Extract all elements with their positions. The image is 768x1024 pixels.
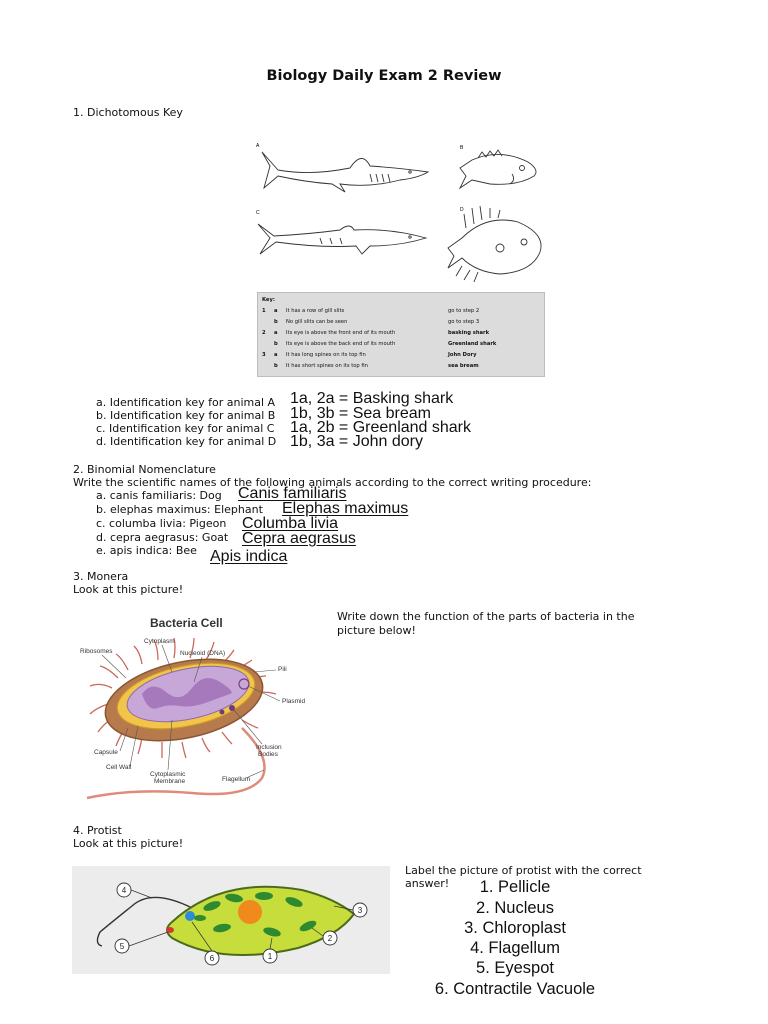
section-2-instruction: Write the scientific names of the following animals according to the correct writing procedure: [73, 476, 592, 489]
contractile-vacuole-shape [185, 911, 195, 921]
nomenclature-answer-c: Columba livia [242, 515, 339, 532]
section-3-instruction-line1: Write down the function of the parts of bacteria in the [337, 610, 635, 623]
bacteria-title: Bacteria Cell [150, 616, 223, 630]
nomenclature-answer-a: Canis familiaris [238, 485, 347, 502]
nomenclature-answer-b: Elephas maximus [282, 500, 409, 517]
nucleus-shape [238, 900, 262, 924]
key-row-num: 1 [262, 308, 266, 314]
key-row-text: No gill slits can be seen [286, 319, 348, 325]
marker-4: 4 [121, 886, 127, 895]
key-row-result: Greenland shark [448, 341, 497, 347]
label-nucleoid: Nucleoid (DNA) [180, 650, 226, 657]
key-question-a: a. Identification key for animal A [96, 396, 276, 409]
key-row-result: sea bream [448, 363, 479, 369]
bacteria-diagram [72, 608, 322, 804]
key-row-num: 3 [262, 352, 266, 358]
marker-6: 6 [209, 954, 215, 963]
inclusion-body-shape [220, 710, 225, 715]
key-row-result: go to step 2 [448, 308, 480, 314]
key-row-result: go to step 3 [448, 319, 480, 325]
protist-diagram [72, 866, 390, 974]
fish-letter-a: A [256, 143, 260, 149]
key-row-sub: b [274, 363, 278, 369]
section-3-instruction-line2: picture below! [337, 624, 416, 637]
marker-5: 5 [119, 942, 125, 951]
fish-letter-d: D [460, 207, 464, 213]
bacteria-cell-svg [72, 608, 322, 804]
marker-1: 1 [267, 952, 273, 961]
key-row-text: It has short spines on its top fin [286, 363, 368, 369]
key-answer-b: 1b, 3b = Sea bream [290, 405, 431, 422]
john-dory-drawing [448, 206, 541, 282]
label-membrane-line1: Cytoplasmic [150, 771, 186, 778]
fish-letter-c: C [256, 210, 260, 216]
nomenclature-question-a: a. canis familiaris: Dog [96, 489, 222, 502]
protist-answer-4: 4. Flagellum [470, 939, 560, 957]
section-4-instruction-line2: answer! [405, 877, 450, 890]
nomenclature-question-e: e. apis indica: Bee [96, 544, 197, 557]
label-inclusion-line1: Inclusion [256, 744, 282, 751]
section-4-instruction-line1: Label the picture of protist with the correct [405, 864, 642, 877]
protist-answer-6: 6. Contractile Vacuole [434, 980, 596, 998]
label-cytoplasm: Cytoplasm [144, 638, 175, 645]
label-flagellum: Flagellum [222, 776, 251, 783]
marker-3: 3 [357, 906, 363, 915]
section-2-heading: 2. Binomial Nomenclature [73, 463, 216, 476]
label-cell-wall: Cell Wall [106, 764, 132, 771]
label-inclusion-line2: Bodies [258, 751, 278, 758]
dichotomous-key-table [257, 292, 545, 377]
key-title: Key: [262, 297, 275, 303]
label-plasmid: Plasmid [282, 698, 306, 705]
key-row-text: Its eye is above the back end of its mouth [286, 341, 396, 347]
key-row-num: 2 [262, 330, 266, 336]
protist-answer-5: 5. Eyespot [476, 959, 554, 977]
marker-2: 2 [327, 934, 333, 943]
label-capsule: Capsule [94, 749, 118, 756]
key-row-text: Its eye is above the front end of its mouth [286, 330, 396, 336]
key-row-text: It has long spines on its top fin [286, 352, 366, 358]
section-3-heading: 3. Monera [73, 570, 129, 583]
key-answer-c: 1a, 2b = Greenland shark [290, 419, 472, 436]
page-title: Biology Daily Exam 2 Review [266, 68, 502, 84]
nomenclature-question-d: d. cepra aegrasus: Goat [96, 531, 229, 544]
nomenclature-question-b: b. elephas maximus: Elephant [96, 503, 263, 516]
key-answer-a: 1a, 2a = Basking shark [290, 390, 454, 407]
section-4-heading: 4. Protist [73, 824, 122, 837]
key-row-sub: a [274, 308, 278, 314]
section-4-look: Look at this picture! [73, 837, 184, 850]
nomenclature-question-c: c. columba livia: Pigeon [96, 517, 227, 530]
nomenclature-answer-e: Apis indica [210, 548, 288, 565]
fish-drawing [250, 138, 550, 288]
key-row-sub: a [274, 330, 278, 336]
protist-answer-1: 1. Pellicle [479, 878, 551, 896]
key-row-sub: b [274, 319, 278, 325]
sea-bream-drawing [460, 150, 536, 188]
basking-shark-drawing [262, 152, 428, 192]
key-row-result: John Dory [448, 352, 477, 358]
protist-answer-3: 3. Chloroplast [464, 919, 566, 937]
protist-answer-2: 2. Nucleus [476, 899, 554, 917]
nomenclature-answer-d: Cepra aegrasus [242, 530, 356, 547]
label-ribosomes: Ribosomes [80, 648, 113, 655]
label-pili: Pili [278, 666, 287, 673]
key-row-text: It has a row of gill slits [286, 308, 345, 314]
key-answer-d: 1b, 3a = John dory [290, 433, 423, 450]
key-question-b: b. Identification key for animal B [96, 409, 276, 422]
label-membrane-line2: Membrane [154, 778, 186, 785]
key-row-sub: b [274, 341, 278, 347]
euglena-svg [72, 866, 390, 974]
section-3-look: Look at this picture! [73, 583, 184, 596]
key-question-c: c. Identification key for animal C [96, 422, 275, 435]
fish-illustrations [250, 138, 550, 288]
key-row-sub: a [274, 352, 278, 358]
fish-letter-b: B [460, 145, 464, 151]
key-question-d: d. Identification key for animal D [96, 435, 277, 448]
section-1-heading: 1. Dichotomous Key [73, 106, 183, 119]
key-row-result: basking shark [448, 330, 490, 336]
greenland-shark-drawing [258, 224, 426, 254]
